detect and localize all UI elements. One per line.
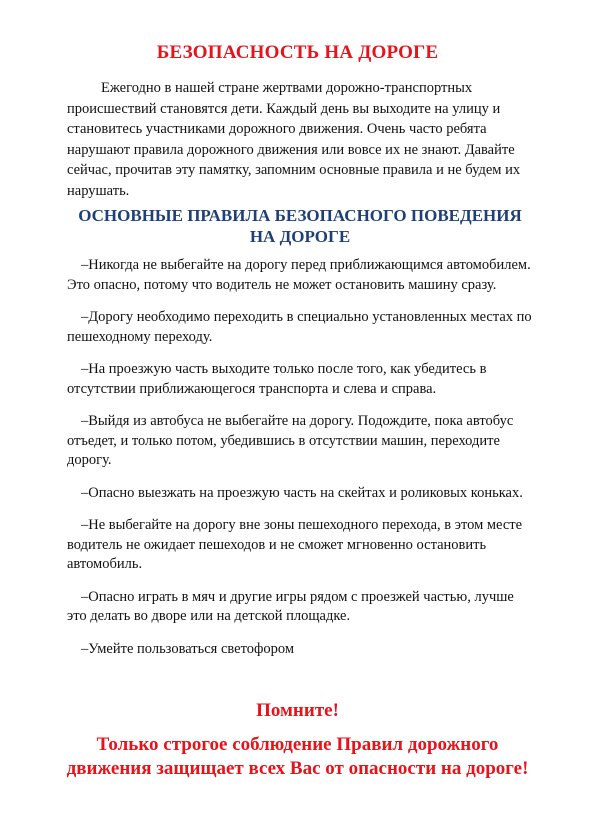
rule-item: –На проезжую часть выходите только после того, как убедитесь в отсутствии приближающегося транспорта и слева и справа. [67,361,487,397]
remember-heading: Помните! [256,700,339,721]
final-line-1: Только строгое соблюдение Правил дорожного [96,734,499,755]
rule-item: –Не выбегайте на дорогу вне зоны пешеходного перехода, в этом месте водитель не ожидает пешеходов и не сможет мгновенно остановить автомобиль. [67,517,523,572]
rule-item: –Опасно играть в мяч и другие игры рядом с проезжей частью, лучше это делать во дворе или на детской площадке. [67,588,514,624]
rules-heading-line-2: НА ДОРОГЕ [249,227,351,246]
rule-item: –Дорогу необходимо переходить в специально установленных местах по пешеходному переходу. [67,309,532,345]
final-line-2: движения защищает всех Вас от опасности на дороге! [66,758,529,779]
intro-text: Ежегодно в нашей стране жертвами дорожно-транспортных происшествий становятся дети. Каждый день вы выходите на улицу и становитесь участниками дорожного движения. Очень часто ребята нарушают правила дорожного движения или вовсе их не знают. Давайте сейчас, прочитав эту памятку, запомним основные правила и не будем их нарушать. [67,80,521,199]
rule-item: –Умейте пользоваться светофором [81,640,295,657]
intro-paragraph [67,78,537,201]
rule-item: –Опасно выезжать на проезжую часть на скейтах и роликовых коньках. [81,484,523,501]
page-title: БЕЗОПАСНОСТЬ НА ДОРОГЕ [156,42,439,63]
rules-heading-line-1: ОСНОВНЫЕ ПРАВИЛА БЕЗОПАСНОГО ПОВЕДЕНИЯ [78,206,522,225]
rules-list [67,256,537,672]
rules-heading [60,205,540,247]
final-message [30,733,565,781]
rule-item: –Никогда не выбегайте на дорогу перед приближающимся автомобилем. Это опасно, потому что водитель не может остановить машину сразу. [67,257,531,293]
rule-item: –Выйдя из автобуса не выбегайте на дорогу. Подождите, пока автобус отъедет, и только потом, убедившись в отсутствии машин, переходите дорогу. [67,413,514,468]
